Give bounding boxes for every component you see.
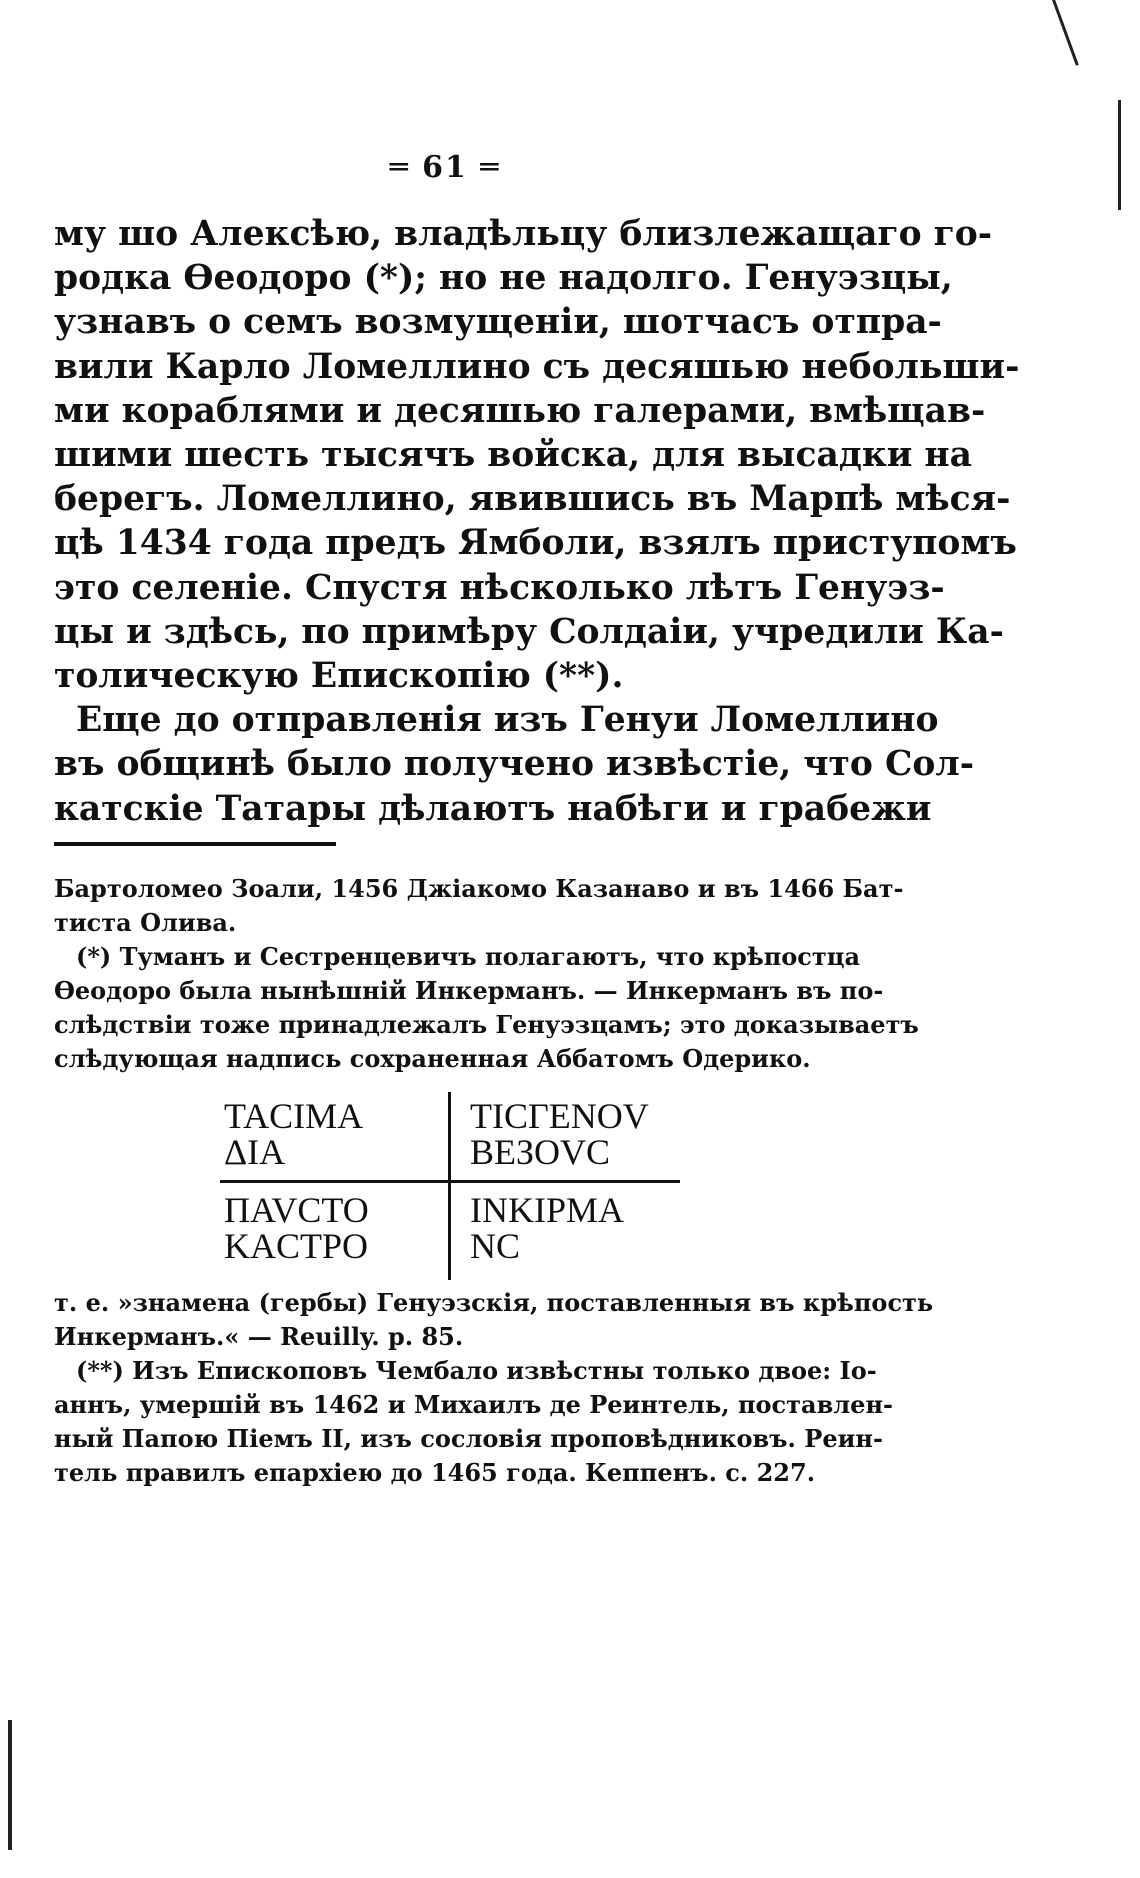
footnote-line: ный Папою Піемъ II, изъ сословія проповѣдниковъ. Реин-	[54, 1424, 883, 1453]
text-line: Еще до отправленія изъ Генуи Ломеллино	[76, 700, 939, 741]
footnote-line: тель правилъ епархіею до 1465 года. Кеппенъ. с. 227.	[54, 1458, 816, 1487]
footnotes-top	[54, 872, 919, 1076]
footnote-separator	[54, 842, 336, 846]
footnote-line: Инкерманъ.« — Reuilly. p. 85.	[54, 1322, 464, 1351]
inscription-line: ΔIA	[224, 1132, 286, 1172]
text-line: въ общинѣ было получено извѣстіе, что Сол-	[54, 744, 975, 785]
footnote-line: Бартоломео Зоали, 1456 Джіакомо Казанаво и въ 1466 Бат-	[54, 874, 904, 903]
text-line: вили Карло Ломеллино съ десяшью небольши-	[54, 346, 1020, 387]
footnote-line: (*) Туманъ и Сестренцевичъ полагаютъ, что крѣпостца	[76, 942, 861, 971]
inscription-line: INKIPMA	[470, 1190, 625, 1230]
inscription-vertical-divider	[448, 1092, 451, 1280]
scan-edge-mark	[1052, 0, 1079, 66]
inscription-table	[220, 1092, 680, 1282]
footnote-line: слѣдующая надпись сохраненная Аббатомъ Одерико.	[54, 1044, 811, 1073]
text-line: му шо Алексѣю, владѣльцу близлежащаго го-	[54, 214, 993, 254]
text-line: родка Ѳеодоро (*); но не надолго. Генуэзцы,	[54, 258, 953, 299]
text-line: цы и здѣсь, по примѣру Солдаіи, учредили Ка-	[54, 611, 1004, 652]
text-line: шими шесть тысячъ войска, для высадки на	[54, 435, 972, 476]
footnote-line: Ѳеодоро была нынѣшній Инкерманъ. — Инкерманъ въ по-	[54, 976, 884, 1005]
inscription-cell-top-right	[470, 1098, 649, 1170]
inscription-line: TICΓENOV	[470, 1096, 649, 1136]
inscription-line: BEЗOVC	[470, 1132, 611, 1172]
main-text	[54, 212, 1020, 831]
page-number: ═ 61 ═	[389, 150, 501, 185]
footnote-line: тиста Олива.	[54, 908, 237, 937]
inscription-line: KACTPO	[224, 1226, 369, 1266]
inscription-line: TACIMA	[224, 1096, 364, 1136]
footnote-line: слѣдствіи тоже принадлежалъ Генуэзцамъ; это доказываетъ	[54, 1010, 919, 1039]
text-line: берегъ. Ломеллино, явившись въ Марпѣ мѣся-	[54, 479, 1011, 520]
footnotes-bottom	[54, 1286, 934, 1490]
scan-edge-mark	[8, 1720, 12, 1850]
inscription-cell-bottom-right	[470, 1192, 624, 1264]
text-line: цѣ 1434 года предъ Ямболи, взялъ приступомъ	[54, 523, 1017, 564]
inscription-cell-top-left	[224, 1098, 363, 1170]
inscription-cell-bottom-left	[224, 1192, 369, 1264]
text-line: это селеніе. Спустя нѣсколько лѣтъ Генуэз-	[54, 567, 945, 608]
text-line: толическую Епископію (**).	[54, 656, 624, 697]
footnote-line: т. е. »знамена (гербы) Генуэзскія, поставленныя въ крѣпость	[54, 1288, 934, 1317]
footnote-line: (**) Изъ Епископовъ Чембало извѣстны только двое: Іо-	[76, 1356, 877, 1385]
text-line: узнавъ о семъ возмущеніи, шотчасъ отпра-	[54, 302, 942, 343]
footnote-line: аннъ, умершій въ 1462 и Михаилъ де Реинтель, поставлен-	[54, 1390, 893, 1419]
scan-edge-mark	[1118, 100, 1121, 210]
text-line: катскіе Татары дѣлаютъ набѣги и грабежи	[54, 788, 932, 829]
inscription-horizontal-divider	[220, 1180, 680, 1183]
text-line: ми кораблями и десяшью галерами, вмѣщав-	[54, 390, 986, 431]
inscription-line: NC	[470, 1226, 521, 1266]
inscription-line: ΠAVCTO	[224, 1190, 369, 1230]
